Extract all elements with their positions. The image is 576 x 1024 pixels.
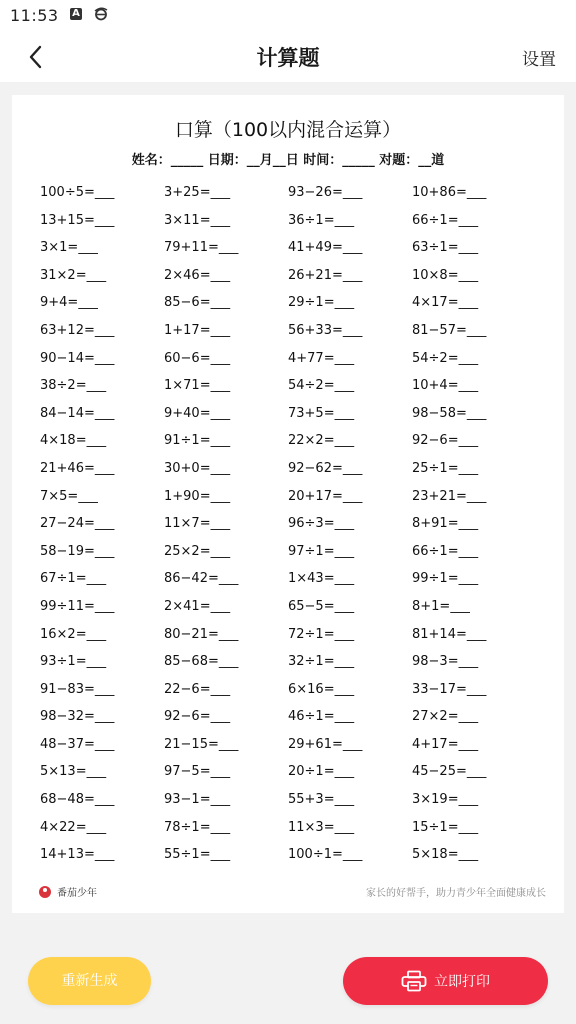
- problem-item: 10×8=___: [412, 267, 479, 283]
- problem-item: 46÷1=___: [288, 709, 355, 725]
- e-browser-icon: [94, 7, 108, 21]
- problem-item: 3×19=___: [412, 792, 479, 808]
- problem-item: 66÷1=___: [412, 212, 479, 228]
- problem-item: 54÷2=___: [288, 378, 355, 394]
- problem-item: 97÷1=___: [288, 543, 355, 559]
- problem-item: 25÷1=___: [412, 460, 479, 476]
- status-time: 11:53: [10, 6, 59, 25]
- problem-item: 26+21=___: [288, 267, 363, 283]
- problem-item: 41+49=___: [288, 240, 363, 256]
- problem-item: 5×18=___: [412, 847, 479, 863]
- problem-item: 92−6=___: [412, 433, 479, 449]
- problem-item: 13+15=___: [40, 212, 115, 228]
- settings-button[interactable]: 设置: [522, 50, 556, 70]
- problem-item: 81−57=___: [412, 322, 487, 338]
- problem-item: 100÷5=___: [40, 185, 115, 200]
- problem-item: 97−5=___: [164, 764, 231, 780]
- problem-item: 32÷1=___: [288, 654, 355, 670]
- problem-item: 14+13=___: [40, 847, 115, 863]
- problem-item: 66÷1=___: [412, 543, 479, 559]
- problem-item: 21−15=___: [164, 736, 239, 752]
- regenerate-button[interactable]: 重新生成: [28, 957, 151, 1005]
- problem-item: 4×18=___: [40, 433, 107, 449]
- problem-item: 31×2=___: [40, 267, 107, 283]
- worksheet-sheet: [12, 95, 564, 913]
- problem-item: 20+17=___: [288, 488, 363, 504]
- problem-item: 78÷1=___: [164, 819, 231, 835]
- problem-item: 3+25=___: [164, 185, 231, 200]
- problem-item: 9+40=___: [164, 405, 231, 421]
- problem-item: 22×2=___: [288, 433, 355, 449]
- problem-item: 98−3=___: [412, 654, 479, 670]
- problem-item: 1+17=___: [164, 322, 231, 338]
- problem-item: 90−14=___: [40, 350, 115, 366]
- problem-item: 65−5=___: [288, 598, 355, 614]
- problem-item: 8+91=___: [412, 516, 479, 532]
- problem-item: 27−24=___: [40, 516, 115, 532]
- problem-item: 10+86=___: [412, 185, 487, 200]
- problem-item: 79+11=___: [164, 240, 239, 256]
- problem-item: 63+12=___: [40, 322, 115, 338]
- problem-item: 33−17=___: [412, 681, 487, 697]
- problem-item: 1+90=___: [164, 488, 231, 504]
- slogan-text: 家长的好帮手，助力青少年全面健康成长: [366, 888, 546, 899]
- problem-item: 86−42=___: [164, 571, 239, 587]
- status-bar: [0, 0, 576, 32]
- problem-item: 3×1=___: [40, 240, 98, 256]
- print-label: 立即打印: [434, 974, 490, 990]
- problem-item: 67÷1=___: [40, 571, 107, 587]
- problem-item: 63÷1=___: [412, 240, 479, 256]
- problem-item: 38÷2=___: [40, 378, 107, 394]
- problem-item: 16×2=___: [40, 626, 107, 642]
- problem-item: 36÷1=___: [288, 212, 355, 228]
- problem-item: 73+5=___: [288, 405, 355, 421]
- print-button[interactable]: [343, 957, 548, 1005]
- problem-item: 85−6=___: [164, 295, 231, 311]
- problem-item: 100÷1=___: [288, 847, 363, 863]
- problem-item: 20÷1=___: [288, 764, 355, 780]
- problem-item: 99÷1=___: [412, 571, 479, 587]
- problem-item: 55÷1=___: [164, 847, 231, 863]
- problem-item: 1×43=___: [288, 571, 355, 587]
- problem-item: 99÷11=___: [40, 598, 115, 614]
- problem-item: 23+21=___: [412, 488, 487, 504]
- problem-item: 15÷1=___: [412, 819, 479, 835]
- problem-item: 92−6=___: [164, 709, 231, 725]
- problem-item: 98−58=___: [412, 405, 487, 421]
- problem-item: 10+4=___: [412, 378, 479, 394]
- problem-item: 80−21=___: [164, 626, 239, 642]
- page-title: 计算题: [256, 46, 320, 70]
- problem-grid: [40, 179, 540, 869]
- problem-item: 81+14=___: [412, 626, 487, 642]
- problem-item: 93−1=___: [164, 792, 231, 808]
- problem-item: 6×16=___: [288, 681, 355, 697]
- problem-item: 4×17=___: [412, 295, 479, 311]
- tomato-logo-icon: [39, 886, 51, 898]
- problem-item: 2×41=___: [164, 598, 231, 614]
- problem-item: 11×7=___: [164, 516, 231, 532]
- problem-item: 8+1=___: [412, 598, 470, 614]
- problem-item: 3×11=___: [164, 212, 231, 228]
- problem-item: 92−62=___: [288, 460, 363, 476]
- problem-item: 1×71=___: [164, 378, 231, 394]
- problem-item: 85−68=___: [164, 654, 239, 670]
- problem-item: 54÷2=___: [412, 350, 479, 366]
- app-header: [0, 32, 576, 82]
- problem-item: 91÷1=___: [164, 433, 231, 449]
- problem-item: 91−83=___: [40, 681, 115, 697]
- problem-item: 4+77=___: [288, 350, 355, 366]
- brand-name: 番茄少年: [57, 888, 97, 899]
- worksheet-title: 口算（100以内混合运算）: [174, 119, 402, 141]
- problem-item: 21+46=___: [40, 460, 115, 476]
- problem-item: 84−14=___: [40, 405, 115, 421]
- problem-item: 7×5=___: [40, 488, 98, 504]
- problem-item: 55+3=___: [288, 792, 355, 808]
- problem-item: 60−6=___: [164, 350, 231, 366]
- problem-item: 72÷1=___: [288, 626, 355, 642]
- brand-label: [39, 884, 97, 899]
- problem-item: 56+33=___: [288, 322, 363, 338]
- worksheet-info-line: 姓名：_____ 日期：__月__日 时间：_____ 对题：__道: [131, 153, 445, 168]
- problem-item: 93−26=___: [288, 185, 363, 200]
- problem-item: 29÷1=___: [288, 295, 355, 311]
- problem-item: 93÷1=___: [40, 654, 107, 670]
- problem-item: 5×13=___: [40, 764, 107, 780]
- problem-item: 68−48=___: [40, 792, 115, 808]
- problem-item: 45−25=___: [412, 764, 487, 780]
- problem-item: 96÷3=___: [288, 516, 355, 532]
- problem-item: 30+0=___: [164, 460, 231, 476]
- problem-item: 48−37=___: [40, 736, 115, 752]
- problem-item: 22−6=___: [164, 681, 231, 697]
- problem-item: 4+17=___: [412, 736, 479, 752]
- problem-item: 4×22=___: [40, 819, 107, 835]
- problem-item: 58−19=___: [40, 543, 115, 559]
- problem-item: 29+61=___: [288, 736, 363, 752]
- printer-icon: [401, 970, 427, 992]
- problem-item: 2×46=___: [164, 267, 231, 283]
- problem-item: 25×2=___: [164, 543, 231, 559]
- problem-item: 27×2=___: [412, 709, 479, 725]
- a-notification-icon: A: [70, 8, 82, 20]
- problem-item: 98−32=___: [40, 709, 115, 725]
- problem-item: 9+4=___: [40, 295, 98, 311]
- problem-item: 11×3=___: [288, 819, 355, 835]
